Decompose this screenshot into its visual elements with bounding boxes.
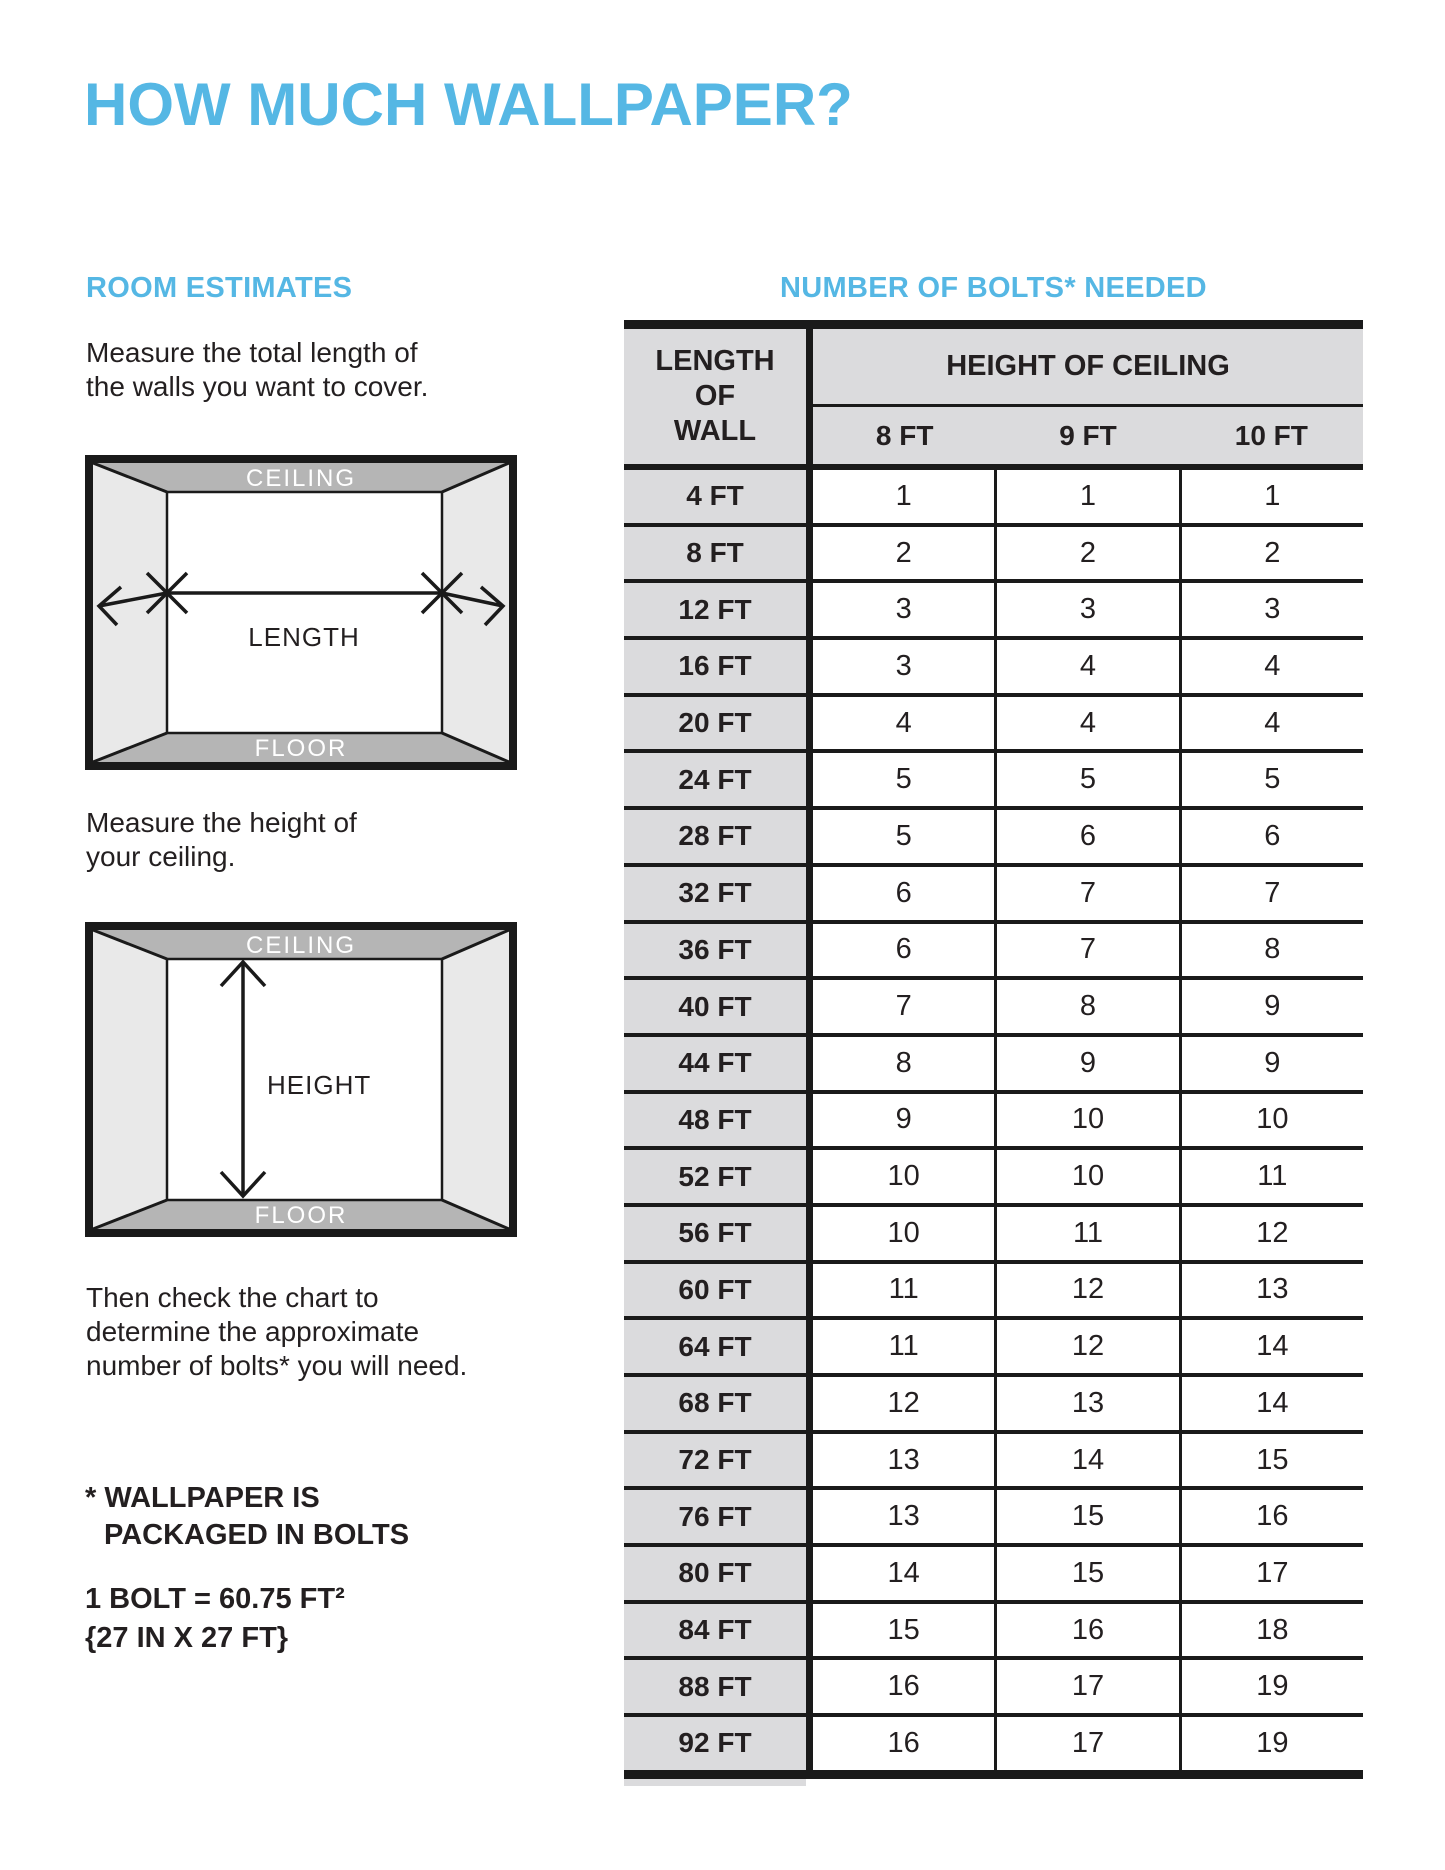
bolt-count-cell: 6: [895, 933, 912, 966]
bolt-count-cell: 8: [895, 1046, 912, 1079]
wall-length-cell: 56 FT: [624, 1207, 806, 1260]
wall-length-cell: 4 FT: [624, 470, 806, 523]
wall-length-cell: 36 FT: [624, 924, 806, 977]
bolt-count-cells: [806, 753, 1363, 806]
height-of-ceiling-header-group: [806, 329, 1363, 464]
wall-length-cell: 8 FT: [624, 527, 806, 580]
room-estimates-heading: ROOM ESTIMATES: [86, 272, 353, 304]
bolt-count-cell: 12: [994, 1320, 1178, 1373]
bolt-count-cell: 10: [994, 1150, 1178, 1203]
step1-line2: the walls you want to cover.: [86, 371, 429, 402]
bolt-count-cell: 11: [888, 1273, 919, 1306]
wall-length-cell: 68 FT: [624, 1377, 806, 1430]
bolt-count-cells: [806, 640, 1363, 693]
bolt-count-cell: 4: [1179, 697, 1363, 750]
step2-instruction: [86, 806, 357, 874]
bolt-count-cell: 13: [1179, 1264, 1363, 1317]
bolt-count-cell: 10: [994, 1094, 1178, 1147]
wall-length-cell: 92 FT: [624, 1717, 806, 1770]
bolt-count-cell: 12: [994, 1264, 1178, 1317]
table-row: [624, 867, 1363, 924]
bolt-count-cell: 4: [895, 706, 912, 739]
wall-length-cell: 20 FT: [624, 697, 806, 750]
bolt-count-cell: 11: [994, 1207, 1178, 1260]
table-row: [624, 1717, 1363, 1770]
bolt-count-cell: 4: [994, 697, 1178, 750]
wall-length-cell: 40 FT: [624, 980, 806, 1033]
bolt-count-cell: 15: [994, 1490, 1178, 1543]
bolts-table: [624, 320, 1363, 1786]
bolt-count-cell: 11: [1179, 1150, 1363, 1203]
bolt-count-cell: 4: [1179, 640, 1363, 693]
wall-length-cell: 88 FT: [624, 1660, 806, 1713]
bolt-count-cells: [806, 583, 1363, 636]
bolt-count-cells: [806, 1660, 1363, 1713]
bolt-count-cell: 15: [887, 1613, 920, 1646]
step3-instruction: [86, 1281, 467, 1383]
label-column-tab: [624, 1779, 806, 1786]
bolt-count-cell: 16: [887, 1670, 920, 1703]
bolt-count-cells: [806, 1717, 1363, 1770]
bolt-count-cell: 2: [994, 527, 1178, 580]
table-row: [624, 1037, 1363, 1094]
table-row: [624, 1320, 1363, 1377]
table-row: [624, 1604, 1363, 1661]
bolts-table-rows: [624, 470, 1363, 1770]
bolt-count-cell: 19: [1179, 1717, 1363, 1770]
table-row: [624, 1660, 1363, 1717]
col-header-9ft: 9 FT: [1059, 419, 1117, 451]
floor-label: FLOOR: [254, 1202, 348, 1229]
bolt-count-cell: 3: [895, 649, 912, 682]
height-room-diagram: [85, 922, 517, 1237]
bolt-count-cell: 11: [888, 1330, 919, 1363]
ceiling-height-columns: [813, 407, 1363, 464]
bolt-count-cell: 10: [887, 1216, 920, 1249]
bolt-count-cell: 14: [1179, 1320, 1363, 1373]
table-bottom-border: [624, 1770, 1363, 1779]
bolt-count-cell: 6: [994, 810, 1178, 863]
ceiling-label: CEILING: [245, 465, 357, 492]
bolt-count-cell: 14: [1179, 1377, 1363, 1430]
right-wall-surface: [442, 930, 509, 1229]
length-room-diagram: [85, 455, 517, 770]
footnote-line2: PACKAGED IN BOLTS: [104, 1519, 410, 1551]
length-dimension-label: LENGTH: [248, 622, 360, 652]
bolt-count-cell: 14: [887, 1556, 920, 1589]
bolt-count-cell: 7: [1179, 867, 1363, 920]
step2-line1: Measure the height of: [86, 807, 357, 838]
bolt-count-cells: [806, 924, 1363, 977]
table-row: [624, 753, 1363, 810]
bolt-count-cell: 6: [895, 876, 912, 909]
page-title: HOW MUCH WALLPAPER?: [84, 71, 853, 138]
bolt-count-cell: 13: [887, 1500, 920, 1533]
bolt-spec-line2: {27 IN X 27 FT}: [85, 1622, 289, 1654]
bolt-count-cell: 15: [1179, 1434, 1363, 1487]
table-row: [624, 527, 1363, 584]
bolt-count-cells: [806, 1377, 1363, 1430]
bolt-count-cells: [806, 697, 1363, 750]
bolt-count-cell: 13: [887, 1443, 920, 1476]
bolt-count-cell: 14: [994, 1434, 1178, 1487]
bolt-count-cell: 16: [887, 1726, 920, 1759]
bolt-spec: [85, 1580, 345, 1658]
bolt-count-cells: [806, 1434, 1363, 1487]
wall-length-cell: 52 FT: [624, 1150, 806, 1203]
step3-line3: number of bolts* you will need.: [86, 1350, 468, 1381]
bolt-count-cell: 12: [887, 1386, 920, 1419]
table-header: [624, 329, 1363, 464]
step3-line1: Then check the chart to: [86, 1282, 379, 1313]
bolt-count-cells: [806, 1037, 1363, 1090]
bolt-count-cells: [806, 1207, 1363, 1260]
table-top-border: [624, 320, 1363, 329]
bolt-count-cell: 3: [994, 583, 1178, 636]
bolts-footnote: [85, 1480, 409, 1554]
bolt-count-cell: 6: [1179, 810, 1363, 863]
table-row: [624, 1264, 1363, 1321]
bolt-count-cell: 18: [1179, 1604, 1363, 1657]
bolt-count-cells: [806, 810, 1363, 863]
bolt-count-cells: [806, 527, 1363, 580]
bolt-count-cells: [806, 867, 1363, 920]
bolt-count-cell: 7: [994, 867, 1178, 920]
step1-instruction: [86, 336, 428, 404]
col-header-10ft: 10 FT: [1234, 419, 1308, 451]
bolt-spec-line1: 1 BOLT = 60.75 FT²: [85, 1583, 345, 1615]
bolt-count-cell: 17: [994, 1717, 1178, 1770]
col-header-8ft: 8 FT: [875, 419, 934, 451]
bolt-count-cell: 9: [994, 1037, 1178, 1090]
bolts-needed-heading: NUMBER OF BOLTS* NEEDED: [780, 272, 1207, 304]
back-wall: [167, 492, 442, 733]
bolt-count-cell: 1: [994, 470, 1178, 523]
bolt-count-cells: [806, 470, 1363, 523]
bolt-count-cells: [806, 1264, 1363, 1317]
bolt-count-cell: 16: [1179, 1490, 1363, 1543]
bolt-count-cell: 1: [1179, 470, 1363, 523]
bolt-count-cell: 9: [1179, 980, 1363, 1033]
length-of-wall-header: LENGTH OF WALL: [655, 345, 775, 447]
bolt-count-cell: 9: [895, 1103, 912, 1136]
bolt-count-cell: 12: [1179, 1207, 1363, 1260]
wall-length-cell: 16 FT: [624, 640, 806, 693]
step2-line2: your ceiling.: [86, 841, 236, 872]
wall-length-cell: 48 FT: [624, 1094, 806, 1147]
bolt-count-cells: [806, 1604, 1363, 1657]
bolt-count-cell: 19: [1179, 1660, 1363, 1713]
bolt-count-cell: 3: [895, 593, 912, 626]
table-row: [624, 924, 1363, 981]
bolt-count-cell: 5: [895, 819, 912, 852]
table-row: [624, 1434, 1363, 1491]
wall-length-cell: 12 FT: [624, 583, 806, 636]
floor-label: FLOOR: [254, 735, 348, 762]
table-row: [624, 980, 1363, 1037]
bolt-count-cells: [806, 1490, 1363, 1543]
wall-length-cell: 72 FT: [624, 1434, 806, 1487]
wall-length-cell: 32 FT: [624, 867, 806, 920]
table-row: [624, 810, 1363, 867]
bolt-count-cell: 8: [1179, 924, 1363, 977]
table-row: [624, 1377, 1363, 1434]
bolt-count-cell: 17: [994, 1660, 1178, 1713]
bolt-count-cell: 10: [1179, 1094, 1363, 1147]
bolt-count-cells: [806, 980, 1363, 1033]
table-row: [624, 1490, 1363, 1547]
height-of-ceiling-header: HEIGHT OF CEILING: [813, 329, 1363, 407]
wall-length-cell: 64 FT: [624, 1320, 806, 1373]
wall-length-cell: 44 FT: [624, 1037, 806, 1090]
table-row: [624, 1547, 1363, 1604]
bolt-count-cell: 7: [895, 990, 912, 1023]
table-row: [624, 640, 1363, 697]
bolt-count-cell: 3: [1179, 583, 1363, 636]
bolt-count-cell: 5: [1179, 753, 1363, 806]
table-row: [624, 697, 1363, 754]
bolt-count-cells: [806, 1547, 1363, 1600]
bolt-count-cells: [806, 1150, 1363, 1203]
wall-length-cell: 28 FT: [624, 810, 806, 863]
bolt-count-cell: 17: [1179, 1547, 1363, 1600]
ceiling-label: CEILING: [245, 932, 357, 959]
wall-length-cell: 60 FT: [624, 1264, 806, 1317]
wall-length-cell: 76 FT: [624, 1490, 806, 1543]
step1-line1: Measure the total length of: [86, 337, 418, 368]
table-row: [624, 470, 1363, 527]
bolt-count-cell: 13: [994, 1377, 1178, 1430]
bolt-count-cell: 7: [994, 924, 1178, 977]
bolt-count-cell: 5: [994, 753, 1178, 806]
footnote-line1: * WALLPAPER IS: [85, 1482, 320, 1514]
table-row: [624, 583, 1363, 640]
wall-length-cell: 80 FT: [624, 1547, 806, 1600]
table-row: [624, 1094, 1363, 1151]
bolt-count-cells: [806, 1094, 1363, 1147]
wall-length-cell: 24 FT: [624, 753, 806, 806]
bolt-count-cell: 9: [1179, 1037, 1363, 1090]
step3-line2: determine the approximate: [86, 1316, 420, 1347]
bolt-count-cell: 10: [887, 1160, 920, 1193]
height-dimension-label: HEIGHT: [267, 1070, 372, 1100]
bolt-count-cell: 2: [1179, 527, 1363, 580]
table-row: [624, 1207, 1363, 1264]
bolt-count-cell: 4: [994, 640, 1178, 693]
left-wall-surface: [93, 930, 167, 1229]
bolt-count-cell: 2: [895, 536, 912, 569]
bolt-count-cell: 16: [994, 1604, 1178, 1657]
wall-length-cell: 84 FT: [624, 1604, 806, 1657]
bolt-count-cell: 1: [895, 479, 912, 512]
bolt-count-cell: 5: [895, 763, 912, 796]
bolt-count-cell: 15: [994, 1547, 1178, 1600]
bolt-count-cells: [806, 1320, 1363, 1373]
table-row: [624, 1150, 1363, 1207]
bolt-count-cell: 8: [994, 980, 1178, 1033]
